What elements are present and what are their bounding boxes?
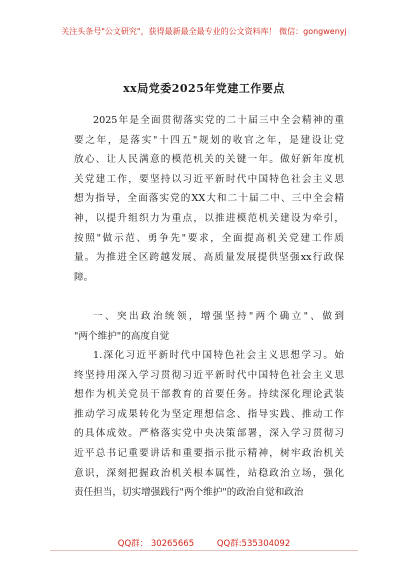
- item-1-line: 1.深化习近平新时代中国特色社会主义思想学习。始: [93, 350, 344, 361]
- intro-line: 要之年，是落实"十四五"规划的收官之年，是建设让党: [74, 134, 344, 146]
- intro-line: 神，以提升组织力为重点，以推进模范机关建设为牵引，: [74, 212, 344, 224]
- item-1-line: 推动学习成果转化为坚定理想信念、指导实践、推动工作: [74, 408, 344, 420]
- document-title: xx局党委2025年党建工作要点: [123, 82, 285, 95]
- item-1-line: 责任担当，切实增强践行"两个维护"的政治自觉和政治: [74, 487, 304, 499]
- intro-line: 障。: [74, 271, 94, 283]
- item-1-line: 意识，深刻把握政治机关根本属性，站稳政治立场，强化: [74, 467, 344, 479]
- item-1-line: 想作为机关党员干部教育的首要任务。持续深化理论武装: [74, 389, 344, 401]
- footer-qq-group-1: QQ群： 30265665: [117, 539, 195, 549]
- intro-line: 放心、让人民满意的模范机关的关键一年。做好新年度机: [74, 154, 344, 166]
- intro-line: 2025年是全面贯彻落实党的二十届三中全会精神的重: [93, 115, 344, 126]
- intro-line: 关党建工作，要坚持以习近平新时代中国特色社会主义思: [74, 173, 344, 185]
- section-1-line: 一、突出政治统领，增强坚持"两个确立"、做到: [93, 311, 344, 322]
- item-1-line: 的具体成效。严格落实党中央决策部署，深入学习贯彻习: [74, 428, 344, 440]
- item-1-line: 近平总书记重要讲话和重要指示批示精神，树牢政治机关: [74, 447, 344, 459]
- intro-line: 想为指导，全面落实党的XX大和二十届二中、三中全会精: [74, 193, 344, 205]
- footer-qq-group-2: QQ群:535304092: [216, 539, 291, 549]
- intro-paragraph: [74, 111, 344, 287]
- section-1-line: "两个维护"的高度自觉: [74, 330, 170, 342]
- item-1-line: 终坚持用深入学习贯彻习近平新时代中国特色社会主义思: [74, 369, 344, 381]
- header-banner: 关注头条号"公文研究"，获得最新最全最专业的公文资料库！ 微信：gongwenyj: [61, 27, 347, 36]
- footer-rule: [50, 550, 358, 551]
- intro-line: 量。为推进全区跨越发展、高质量发展提供坚强xx行政保: [74, 252, 344, 264]
- item-1-paragraph: [74, 346, 344, 503]
- section-1-heading: [74, 307, 344, 346]
- intro-line: 按照"做示范、勇争先"要求，全面提高机关党建工作质: [74, 232, 344, 244]
- footer-contact: [0, 537, 408, 549]
